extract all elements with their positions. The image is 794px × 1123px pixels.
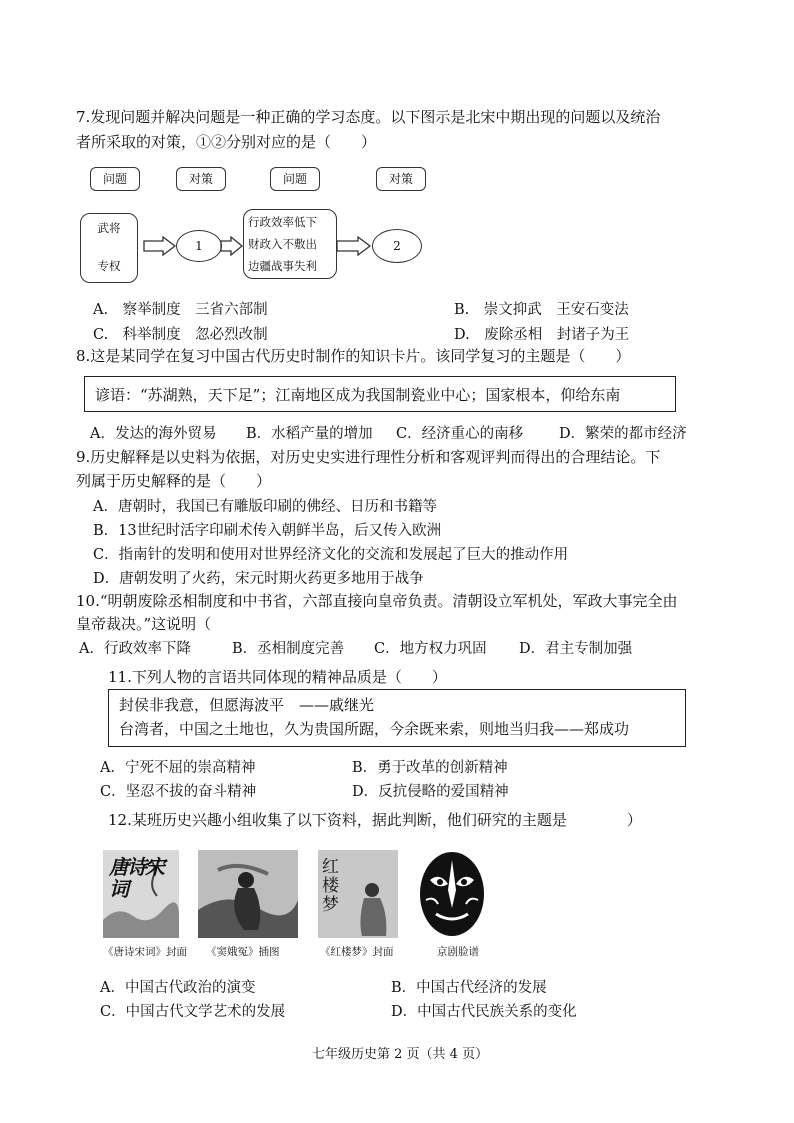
- problem-line-efficiency: 行政效率低下: [248, 215, 317, 229]
- q11-option-c[interactable]: C．坚忍不拔的奋斗精神: [100, 784, 257, 800]
- q10-stem-line2: 皇帝裁决。”这说明（: [76, 615, 212, 633]
- q9-option-a[interactable]: A．唐朝时，我国已有雕版印刷的佛经、日历和书籍等: [93, 499, 437, 515]
- tang-song-cover-image: [103, 850, 179, 938]
- circle-answer-2: 2: [372, 229, 422, 263]
- q11-quote-1: 封侯非我意，但愿海波平 ——戚继光: [119, 696, 375, 714]
- q7-option-b[interactable]: B. 崇文抑武 王安石变法: [454, 302, 629, 318]
- arrow-2-icon: [220, 236, 244, 256]
- q7-option-d[interactable]: D. 废除丞相 封诸子为王: [454, 327, 630, 343]
- q8-option-d[interactable]: D．繁荣的都市经济: [559, 426, 687, 442]
- page-footer: 七年级历史第 2 页（共 4 页）: [312, 1047, 489, 1062]
- q8-knowledge-card: [84, 376, 676, 412]
- diagram-header-problem-2: 问题: [270, 167, 320, 191]
- q10-option-d[interactable]: D．君主专制加强: [519, 641, 633, 657]
- q7-option-a[interactable]: A. 察举制度 三省六部制: [93, 302, 268, 318]
- q9-option-d[interactable]: D．唐朝发明了火药，宋元时期火药更多地用于战争: [93, 571, 424, 587]
- problem-box-military: [80, 213, 138, 283]
- dou-e-illustration-image: [198, 850, 298, 938]
- q11-quote-box: [108, 689, 686, 747]
- q9-option-c[interactable]: C．指南针的发明和使用对世界经济文化的交流和发展起了巨大的推动作用: [93, 547, 569, 563]
- caption-1: 《唐诗宋词》封面: [103, 946, 187, 958]
- q9-stem-line2: 列属于历史解释的是（ ）: [76, 472, 272, 490]
- circle-answer-1: 1: [176, 230, 222, 262]
- q12-option-b[interactable]: B．中国古代经济的发展: [391, 980, 547, 996]
- q11-option-a[interactable]: A．宁死不屈的崇高精神: [100, 760, 256, 776]
- arrow-3-icon: [336, 236, 372, 256]
- peking-opera-mask-icon: [418, 850, 486, 938]
- q12-stem: 12.某班历史兴趣小组收集了以下资料，据此判断，他们研究的主题是 ）: [108, 811, 642, 829]
- diagram-header-strategy-1: 对策: [176, 167, 226, 191]
- q8-card-text: 谚语：“苏湖熟，天下足”；江南地区成为我国制瓷业中心；国家根本，仰给东南: [95, 386, 621, 404]
- q7-stem-line2: 者所采取的对策，①②分别对应的是（ ）: [76, 133, 377, 151]
- q12-option-a[interactable]: A．中国古代政治的演变: [100, 980, 256, 996]
- q9-option-b[interactable]: B．13世纪时活字印刷术传入朝鲜半岛，后又传入欧洲: [93, 523, 442, 539]
- figure-illustration-icon: [198, 850, 298, 938]
- q11-option-d[interactable]: D．反抗侵略的爱国精神: [352, 784, 509, 800]
- q8-option-b[interactable]: B．水稻产量的增加: [246, 426, 373, 442]
- q10-option-c[interactable]: C．地方权力巩固: [374, 641, 487, 657]
- cover3-title: 红楼梦: [322, 857, 339, 915]
- diagram-header-problem-1: 问题: [90, 167, 140, 191]
- q12-option-c[interactable]: C．中国古代文学艺术的发展: [100, 1004, 286, 1020]
- problem-line-finance: 财政入不敷出: [248, 237, 317, 251]
- caption-3: 《红楼梦》封面: [320, 946, 394, 958]
- q8-option-a[interactable]: A．发达的海外贸易: [90, 426, 217, 442]
- q11-quote-2: 台湾者，中国之土地也，久为贵国所踞，今余既来索，则地当归我——郑成功: [119, 720, 630, 738]
- q7-option-c[interactable]: C. 科举制度 忽必烈改制: [93, 327, 268, 343]
- q9-stem-line1: 9.历史解释是以史料为依据，对历史史实进行理性分析和客观评判而得出的合理结论。下: [76, 448, 661, 466]
- q8-stem: 8.这是某同学在复习中国古代历史时制作的知识卡片。该同学复习的主题是（ ）: [76, 347, 631, 365]
- q10-stem-line1: 10.“明朝废除丞相制度和中书省，六部直接向皇帝负责。清朝设立军机处，军政大事完全由: [76, 592, 678, 610]
- q7-stem-line1: 7.发现问题并解决问题是一种正确的学习态度。以下图示是北宋中期出现的问题以及统治: [76, 108, 661, 126]
- q10-option-b[interactable]: B．丞相制度完善: [232, 641, 345, 657]
- diagram-header-strategy-2: 对策: [376, 167, 426, 191]
- cover1-title: 唐诗宋词: [109, 855, 163, 901]
- hongloumeng-cover-image: [318, 850, 398, 938]
- problem-box-military-line2: 专权: [97, 259, 121, 273]
- caption-4: 京剧脸谱: [437, 946, 479, 958]
- q8-option-c[interactable]: C．经济重心的南移: [396, 426, 524, 442]
- problem-box-military-line1: 武将: [97, 221, 121, 235]
- arrow-1-icon: [143, 236, 177, 256]
- problem-box-song: [243, 209, 337, 279]
- q10-option-a[interactable]: A．行政效率下降: [79, 641, 191, 657]
- q12-option-d[interactable]: D．中国古代民族关系的变化: [391, 1004, 577, 1020]
- caption-2: 《窦娥冤》插图: [206, 946, 280, 958]
- q11-stem: 11.下列人物的言语共同体现的精神品质是（ ）: [108, 668, 447, 686]
- problem-line-border: 边疆战事失利: [248, 259, 317, 273]
- q11-option-b[interactable]: B．勇于改革的创新精神: [352, 760, 508, 776]
